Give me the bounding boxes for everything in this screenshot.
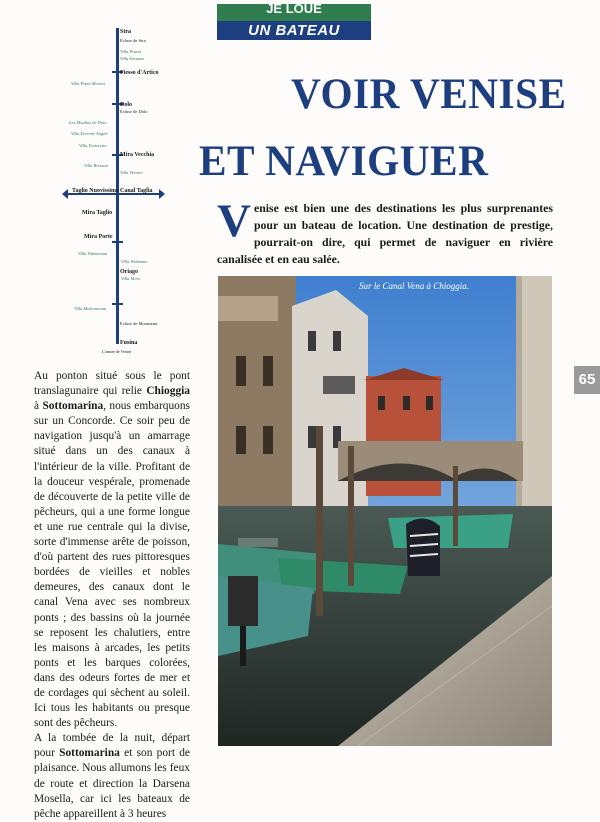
route-stop: Villa Valmarana <box>78 251 108 256</box>
place-name: Sottomarina <box>59 747 120 760</box>
route-map <box>64 28 182 360</box>
route-stop: Villa Pisani <box>120 49 142 54</box>
route-stop: Ecluse de Stra <box>120 38 146 43</box>
body-paragraph-2 <box>34 731 190 822</box>
banner-top-text: JE LOUE <box>217 4 371 21</box>
route-stop: Fiesso d'Artico <box>120 70 159 76</box>
route-stop: L'amare de Venise <box>102 349 132 354</box>
route-stop: Villa Moro <box>121 276 141 281</box>
photo-caption: Sur le Canal Vena à Chioggia. <box>359 281 469 291</box>
place-name: Chioggia <box>146 385 190 398</box>
route-stop: Villa Fattoretto <box>79 143 107 148</box>
route-stop: Oriago <box>120 269 138 275</box>
route-stop: Ecluse de Moranzini <box>120 321 158 326</box>
route-tick <box>112 241 123 243</box>
canal-photo <box>218 276 552 746</box>
body-text <box>34 369 190 822</box>
body-text-run: Au ponton situé sous le pont translagunaire qui relie <box>34 370 190 398</box>
route-stop: Villa Malcontenta <box>74 306 107 311</box>
banner-bottom-text: UN BATEAU <box>217 21 371 40</box>
route-stop: Les Moulins de Dolo <box>69 120 107 125</box>
body-text-run: , nous embarquons sur un Concorde. Ce soir peu de navigation jusqu'à un amarrage situé dans un des canaux à l'intérieur de la ville. Profitant de la douceur vespérale, promenade de découverte de la petite ville de pêcheurs, qui a une forme longue et une rue centrale qui la divise, sorte d'immense arête de poisson, d'où partent des rues pittoresques bordées de vieilles et nobles demeures, des canaux dont le canal Vena avec ses nombreux ponts ; des bassins où la journée se reposent les chalutiers, entre les maisons à arcades, les petits ponts et les barques colorées, dans des odeurs fortes de mer et de cordages qui sèchent au soleil. Ici tous les habitants ou presque sont des pêcheurs. <box>34 400 190 730</box>
route-stop: Villa Widmann <box>121 259 148 264</box>
page-number: 65 <box>574 366 600 394</box>
body-text-run: à <box>34 400 43 413</box>
route-line <box>116 28 119 344</box>
route-stop: Villa Pizzo-Moreni <box>71 81 105 86</box>
route-stop: Fusina <box>120 340 138 346</box>
lead-text: enise est bien une des destinations les plus surprenantes pour un bateau de location. Une destination de prestige, pourrait-on dire, qui permet de naviguer en rivière canalisée et en eau salée. <box>217 201 553 266</box>
route-stop: Canal Taglia <box>120 188 153 194</box>
body-text-run: A la tombée de la nuit, départ pour <box>34 732 190 760</box>
route-tick <box>112 303 123 305</box>
title-line-1: VOIR VENISE <box>291 71 567 118</box>
canal-photo-illustration <box>218 276 552 746</box>
route-stop: Villa Ferretti-Angeli <box>71 131 108 136</box>
drop-cap: V <box>217 195 251 247</box>
title-line-2: ET NAVIGUER <box>199 138 489 185</box>
route-stop: Mira Vecchia <box>120 152 155 158</box>
route-stop: Villa Soranzo <box>120 56 145 61</box>
body-paragraph-1 <box>34 369 190 731</box>
route-stop: Mira Taglio <box>82 210 113 216</box>
route-stop: Dolo <box>120 102 132 108</box>
body-text-run: et son port de plaisance. Nous allumons les feux de route et direction la Darsena Mosella, car ici les bateaux de pêche appareillent à 3 heures <box>34 747 190 820</box>
route-stop: Villa Vermer <box>120 170 143 175</box>
route-stop: Mira Porte <box>84 234 113 240</box>
route-stop: Stra <box>120 29 131 35</box>
section-banner <box>217 1 371 39</box>
route-stop: Villa Bressan <box>84 163 108 168</box>
route-stop: Taglio Nuovissimo <box>72 188 119 194</box>
route-stop: Ecluse de Dolo <box>120 109 148 114</box>
lead-paragraph <box>217 195 553 268</box>
place-name: Sottomarina <box>42 400 104 413</box>
